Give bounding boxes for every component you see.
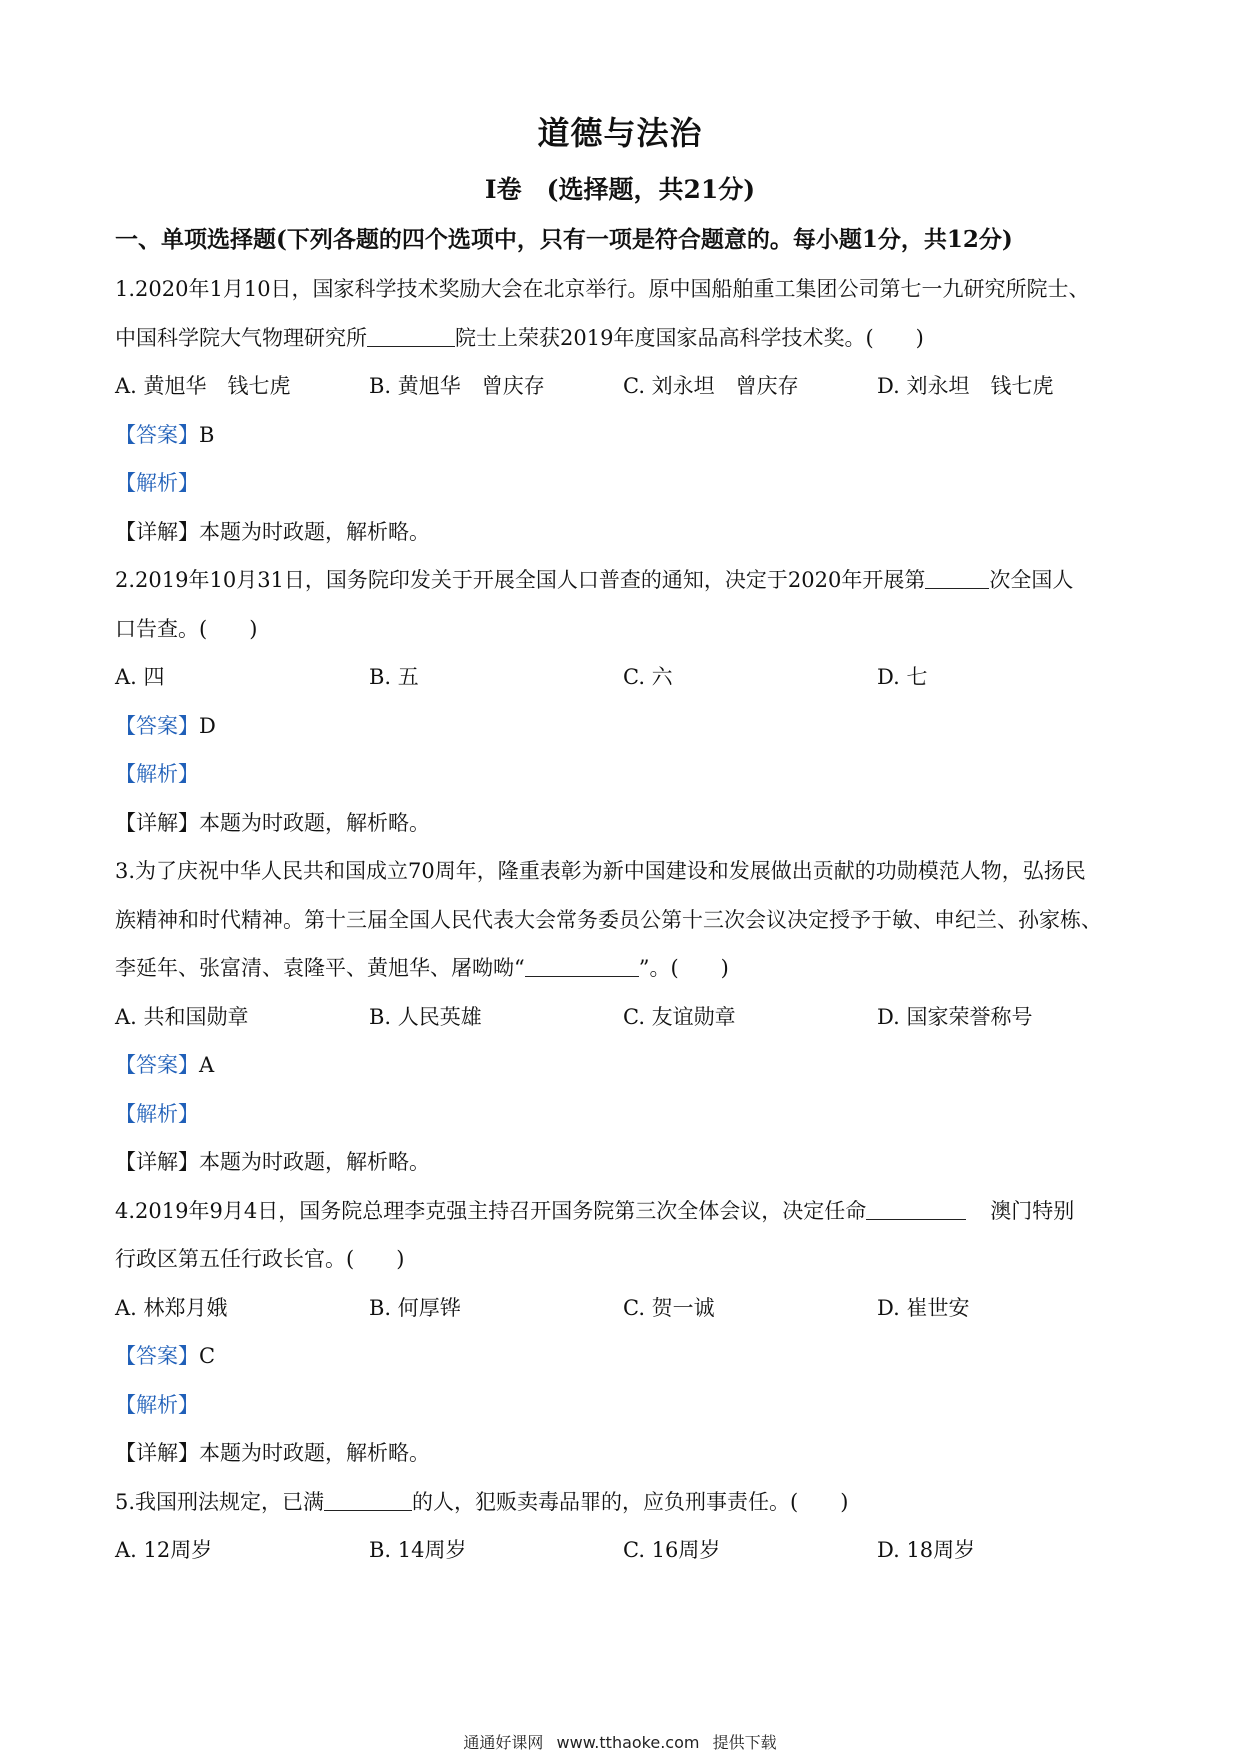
option-c: C. 刘永坦 曾庆存 — [623, 374, 799, 398]
question-3-options — [115, 993, 1135, 1042]
question-3-analysis — [115, 1090, 1135, 1139]
option-c: C. 友谊勋章 — [623, 1004, 736, 1029]
volume-subtitle: I卷 (选择题，共21分) — [484, 175, 756, 204]
question-5-options — [115, 1526, 1135, 1575]
option-b: B. 人民英雄 — [369, 1004, 482, 1029]
detail-text: 本题为时政题，解析略。 — [199, 810, 430, 835]
answer-label: 【答案】 — [115, 713, 199, 738]
option-d: D. 18周岁 — [877, 1538, 976, 1562]
answer-label: 【答案】 — [115, 1053, 199, 1077]
analysis-label: 【解析】 — [115, 471, 199, 495]
question-2-options — [115, 653, 1135, 702]
page-footer — [0, 1730, 1240, 1753]
page-title: 道德与法治 — [537, 114, 703, 152]
question-1-stem-line-1: 1.2020年1月10日，国家科学技术奖励大会在北京举行。原中国船舶重工集团公司第七一九研究所院士、 — [115, 277, 1090, 301]
analysis-label: 【解析】 — [115, 1392, 199, 1417]
detail-text: 本题为时政题，解析略。 — [199, 1150, 430, 1174]
answer-value: B — [199, 422, 215, 447]
question-3-stem-line-2: 族精神和时代精神。第十三届全国人民代表大会常务委员公第十三次会议决定授予于敏、申纪兰、孙家栋、 — [115, 907, 1102, 932]
option-c: C. 六 — [623, 665, 673, 689]
option-b: B. 何厚铧 — [369, 1295, 461, 1320]
question-3-stem-line-1: 3.为了庆祝中华人民共和国成立70周年，隆重表彰为新中国建设和发展做出贡献的功勋模范人物，弘扬民 — [115, 859, 1086, 883]
question-2-detail — [115, 799, 1135, 848]
option-c: C. 贺一诚 — [623, 1295, 715, 1320]
option-b: B. 五 — [369, 665, 419, 689]
question-2-stem-line-2: 口告查。( ) — [115, 616, 258, 641]
question-1-options — [115, 362, 1135, 411]
question-1-analysis — [115, 459, 1135, 508]
option-a: A. 黄旭华 钱七虎 — [115, 374, 291, 398]
question-2-analysis — [115, 750, 1135, 799]
footer-download-text: 提供下载 — [712, 1733, 777, 1752]
footer-site-name: 通通好课网 — [463, 1733, 544, 1752]
option-a: A. 12周岁 — [115, 1538, 213, 1562]
option-c: C. 16周岁 — [623, 1538, 721, 1562]
detail-label: 【详解】 — [115, 519, 199, 544]
question-list — [115, 265, 1135, 1575]
question-5-stem-line-1: 5.我国刑法规定，已满 的人，犯贩卖毒品罪的，应负刑事责任。( ) — [115, 1489, 849, 1514]
fill-blank — [925, 566, 989, 589]
answer-value: A — [199, 1053, 215, 1077]
answer-label: 【答案】 — [115, 422, 199, 447]
question-4-analysis — [115, 1381, 1135, 1430]
option-a: A. 林郑月娥 — [115, 1295, 228, 1320]
detail-text: 本题为时政题，解析略。 — [199, 1441, 430, 1465]
detail-label: 【详解】 — [115, 810, 199, 835]
question-4-answer — [115, 1332, 1135, 1381]
option-d: D. 崔世安 — [877, 1295, 970, 1320]
answer-value: D — [199, 713, 216, 738]
question-1-answer — [115, 411, 1135, 460]
detail-label: 【详解】 — [115, 1150, 199, 1174]
question-4-stem-line-2: 行政区第五任行政长官。( ) — [115, 1247, 405, 1271]
question-1-detail — [115, 508, 1135, 557]
question-2-stem-line-1: 2.2019年10月31日，国务院印发关于开展全国人口普查的通知，决定于2020年开展第 次全国人 — [115, 568, 1074, 592]
question-2-answer — [115, 702, 1135, 751]
fill-blank — [525, 954, 639, 977]
section-heading: 一、单项选择题(下列各题的四个选项中，只有一项是符合题意的。每小题1分，共12分) — [115, 226, 1013, 253]
answer-value: C — [199, 1344, 216, 1368]
footer-url[interactable]: www.tthaoke.com — [556, 1733, 700, 1752]
option-d: D. 刘永坦 钱七虎 — [877, 374, 1054, 398]
question-3-stem-line-3: 李延年、张富清、袁隆平、黄旭华、屠呦呦“ ”。( ) — [115, 956, 729, 980]
option-b: B. 黄旭华 曾庆存 — [369, 374, 545, 398]
option-d: D. 七 — [877, 665, 928, 689]
analysis-label: 【解析】 — [115, 762, 199, 786]
option-a: A. 共和国勋章 — [115, 1004, 249, 1029]
answer-label: 【答案】 — [115, 1344, 199, 1368]
option-a: A. 四 — [115, 665, 165, 689]
analysis-label: 【解析】 — [115, 1101, 199, 1126]
option-b: B. 14周岁 — [369, 1538, 467, 1562]
question-1-stem-line-2: 中国科学院大气物理研究所 院士上荣获2019年度国家品高科学技术奖。( ) — [115, 325, 924, 350]
question-4-detail — [115, 1429, 1135, 1478]
question-3-detail — [115, 1138, 1135, 1187]
detail-label: 【详解】 — [115, 1441, 199, 1465]
option-d: D. 国家荣誉称号 — [877, 1004, 1033, 1029]
question-4-stem-line-1: 4.2019年9月4日，国务院总理李克强主持召开国务院第三次全体会议，决定任命 澳门特别 — [115, 1198, 1075, 1223]
fill-blank — [367, 324, 455, 347]
fill-blank — [866, 1197, 966, 1220]
detail-text: 本题为时政题，解析略。 — [199, 519, 430, 544]
question-3-answer — [115, 1041, 1135, 1090]
question-4-options — [115, 1284, 1135, 1333]
fill-blank — [324, 1488, 412, 1511]
